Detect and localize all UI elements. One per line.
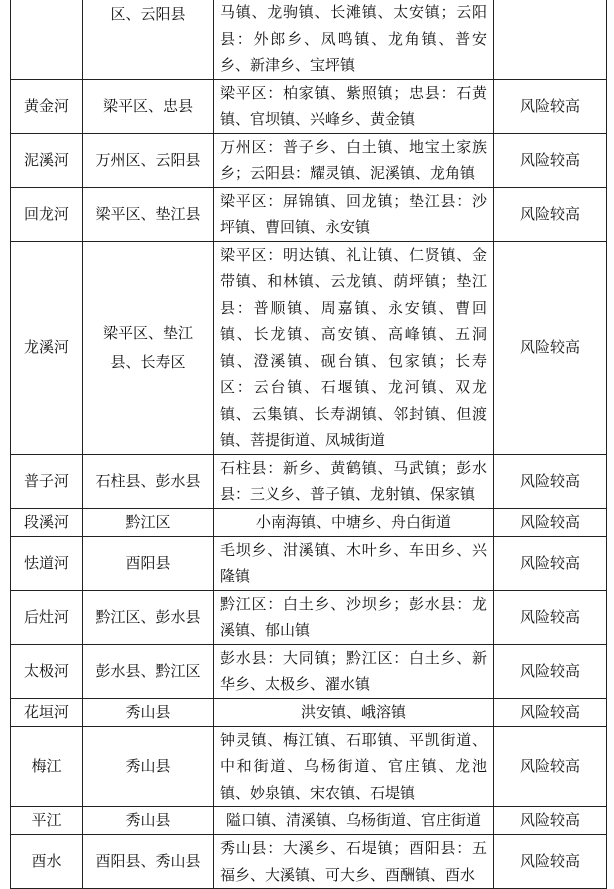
risk-level-cell: 风险较高 (494, 241, 607, 454)
table-row (11, 536, 607, 590)
river-name-cell: 花垣河 (11, 698, 83, 726)
river-risk-table (10, 0, 607, 889)
districts-cell: 石柱县、彭水县 (83, 454, 214, 508)
districts-cell: 黔江区 (83, 508, 214, 536)
risk-level-cell: 风险较高 (494, 187, 607, 241)
river-name-cell: 段溪河 (11, 508, 83, 536)
risk-level-cell: 风险较高 (494, 133, 607, 187)
risk-level-cell: 风险较高 (494, 644, 607, 698)
districts-cell: 彭水县、黔江区 (83, 644, 214, 698)
table-row (11, 698, 607, 726)
river-name-cell: 梅江 (11, 726, 83, 807)
towns-cell: 钟灵镇、梅江镇、石耶镇、平凯街道、中和街道、乌杨街道、官庄镇、龙池镇、妙泉镇、宋农镇、石堤镇 (214, 726, 494, 807)
table-row (11, 187, 607, 241)
towns-cell: 马镇、龙驹镇、长滩镇、太安镇；云阳县：外郎乡、凤鸣镇、龙角镇、普安乡、新津乡、宝坪镇 (214, 0, 494, 79)
table-row (11, 726, 607, 807)
risk-level-cell: 风险较高 (494, 536, 607, 590)
towns-cell: 梁平区：明达镇、礼让镇、仁贤镇、金带镇、和林镇、云龙镇、荫坪镇；垫江县：普顺镇、周嘉镇、永安镇、曹回镇、长龙镇、高安镇、高峰镇、五洞镇、澄溪镇、砚台镇、包家镇；长寿区：云台镇、石堰镇、龙河镇、双龙镇、云集镇、长寿湖镇、邻封镇、但渡镇、菩提街道、凤城街道 (214, 241, 494, 454)
risk-level-cell: 风险较高 (494, 79, 607, 133)
risk-level-cell: 风险较高 (494, 590, 607, 644)
districts-cell: 酉阳县、秀山县 (83, 835, 214, 889)
river-name-cell: 后灶河 (11, 590, 83, 644)
towns-cell: 隘口镇、清溪镇、乌杨街道、官庄街道 (214, 807, 494, 835)
table-row (11, 0, 607, 79)
towns-cell: 万州区：普子乡、白土镇、地宝土家族乡；云阳县：耀灵镇、泥溪镇、龙角镇 (214, 133, 494, 187)
table-row (11, 508, 607, 536)
towns-cell: 石柱县：新乡、黄鹤镇、马武镇；彭水县：三义乡、普子镇、龙射镇、保家镇 (214, 454, 494, 508)
towns-cell: 毛坝乡、泔溪镇、木叶乡、车田乡、兴隆镇 (214, 536, 494, 590)
towns-cell: 小南海镇、中塘乡、舟白街道 (214, 508, 494, 536)
river-name-cell: 回龙河 (11, 187, 83, 241)
river-name-cell: 太极河 (11, 644, 83, 698)
table-row (11, 133, 607, 187)
risk-level-cell: 风险较高 (494, 726, 607, 807)
table-row (11, 79, 607, 133)
risk-level-cell: 风险较高 (494, 835, 607, 889)
river-name-cell (11, 0, 83, 79)
river-name-cell: 龙溪河 (11, 241, 83, 454)
districts-cell: 万州区、云阳县 (83, 133, 214, 187)
river-name-cell: 怯道河 (11, 536, 83, 590)
risk-level-cell: 风险较高 (494, 508, 607, 536)
towns-cell: 黔江区：白土乡、沙坝乡；彭水县：龙溪镇、郁山镇 (214, 590, 494, 644)
districts-cell: 梁平区、垫江县、长寿区 (83, 241, 214, 454)
towns-cell: 秀山县：大溪乡、石堤镇；酉阳县：五福乡、大溪镇、可大乡、酉酬镇、酉水 (214, 835, 494, 889)
river-name-cell: 酉水 (11, 835, 83, 889)
risk-level-cell: 风险较高 (494, 698, 607, 726)
districts-cell: 秀山县 (83, 726, 214, 807)
river-name-cell: 黄金河 (11, 79, 83, 133)
risk-level-cell: 风险较高 (494, 807, 607, 835)
risk-level-cell (494, 0, 607, 79)
table-row (11, 590, 607, 644)
towns-cell: 彭水县：大同镇；黔江区：白土乡、新华乡、太极乡、濯水镇 (214, 644, 494, 698)
districts-cell: 酉阳县 (83, 536, 214, 590)
river-name-cell: 泥溪河 (11, 133, 83, 187)
table-row (11, 241, 607, 454)
table-row (11, 835, 607, 889)
towns-cell: 洪安镇、峨溶镇 (214, 698, 494, 726)
river-name-cell: 普子河 (11, 454, 83, 508)
districts-cell: 秀山县 (83, 698, 214, 726)
table-row (11, 807, 607, 835)
table-row (11, 454, 607, 508)
districts-cell: 梁平区、垫江县 (83, 187, 214, 241)
districts-cell: 区、云阳县 (83, 0, 214, 79)
districts-cell: 梁平区、忠县 (83, 79, 214, 133)
table-row (11, 644, 607, 698)
risk-level-cell: 风险较高 (494, 454, 607, 508)
towns-cell: 梁平区：屏锦镇、回龙镇；垫江县：沙坪镇、曹回镇、永安镇 (214, 187, 494, 241)
river-name-cell: 平江 (11, 807, 83, 835)
districts-cell: 秀山县 (83, 807, 214, 835)
districts-cell: 黔江区、彭水县 (83, 590, 214, 644)
towns-cell: 梁平区：柏家镇、紫照镇；忠县：石黄镇、官坝镇、兴峰乡、黄金镇 (214, 79, 494, 133)
